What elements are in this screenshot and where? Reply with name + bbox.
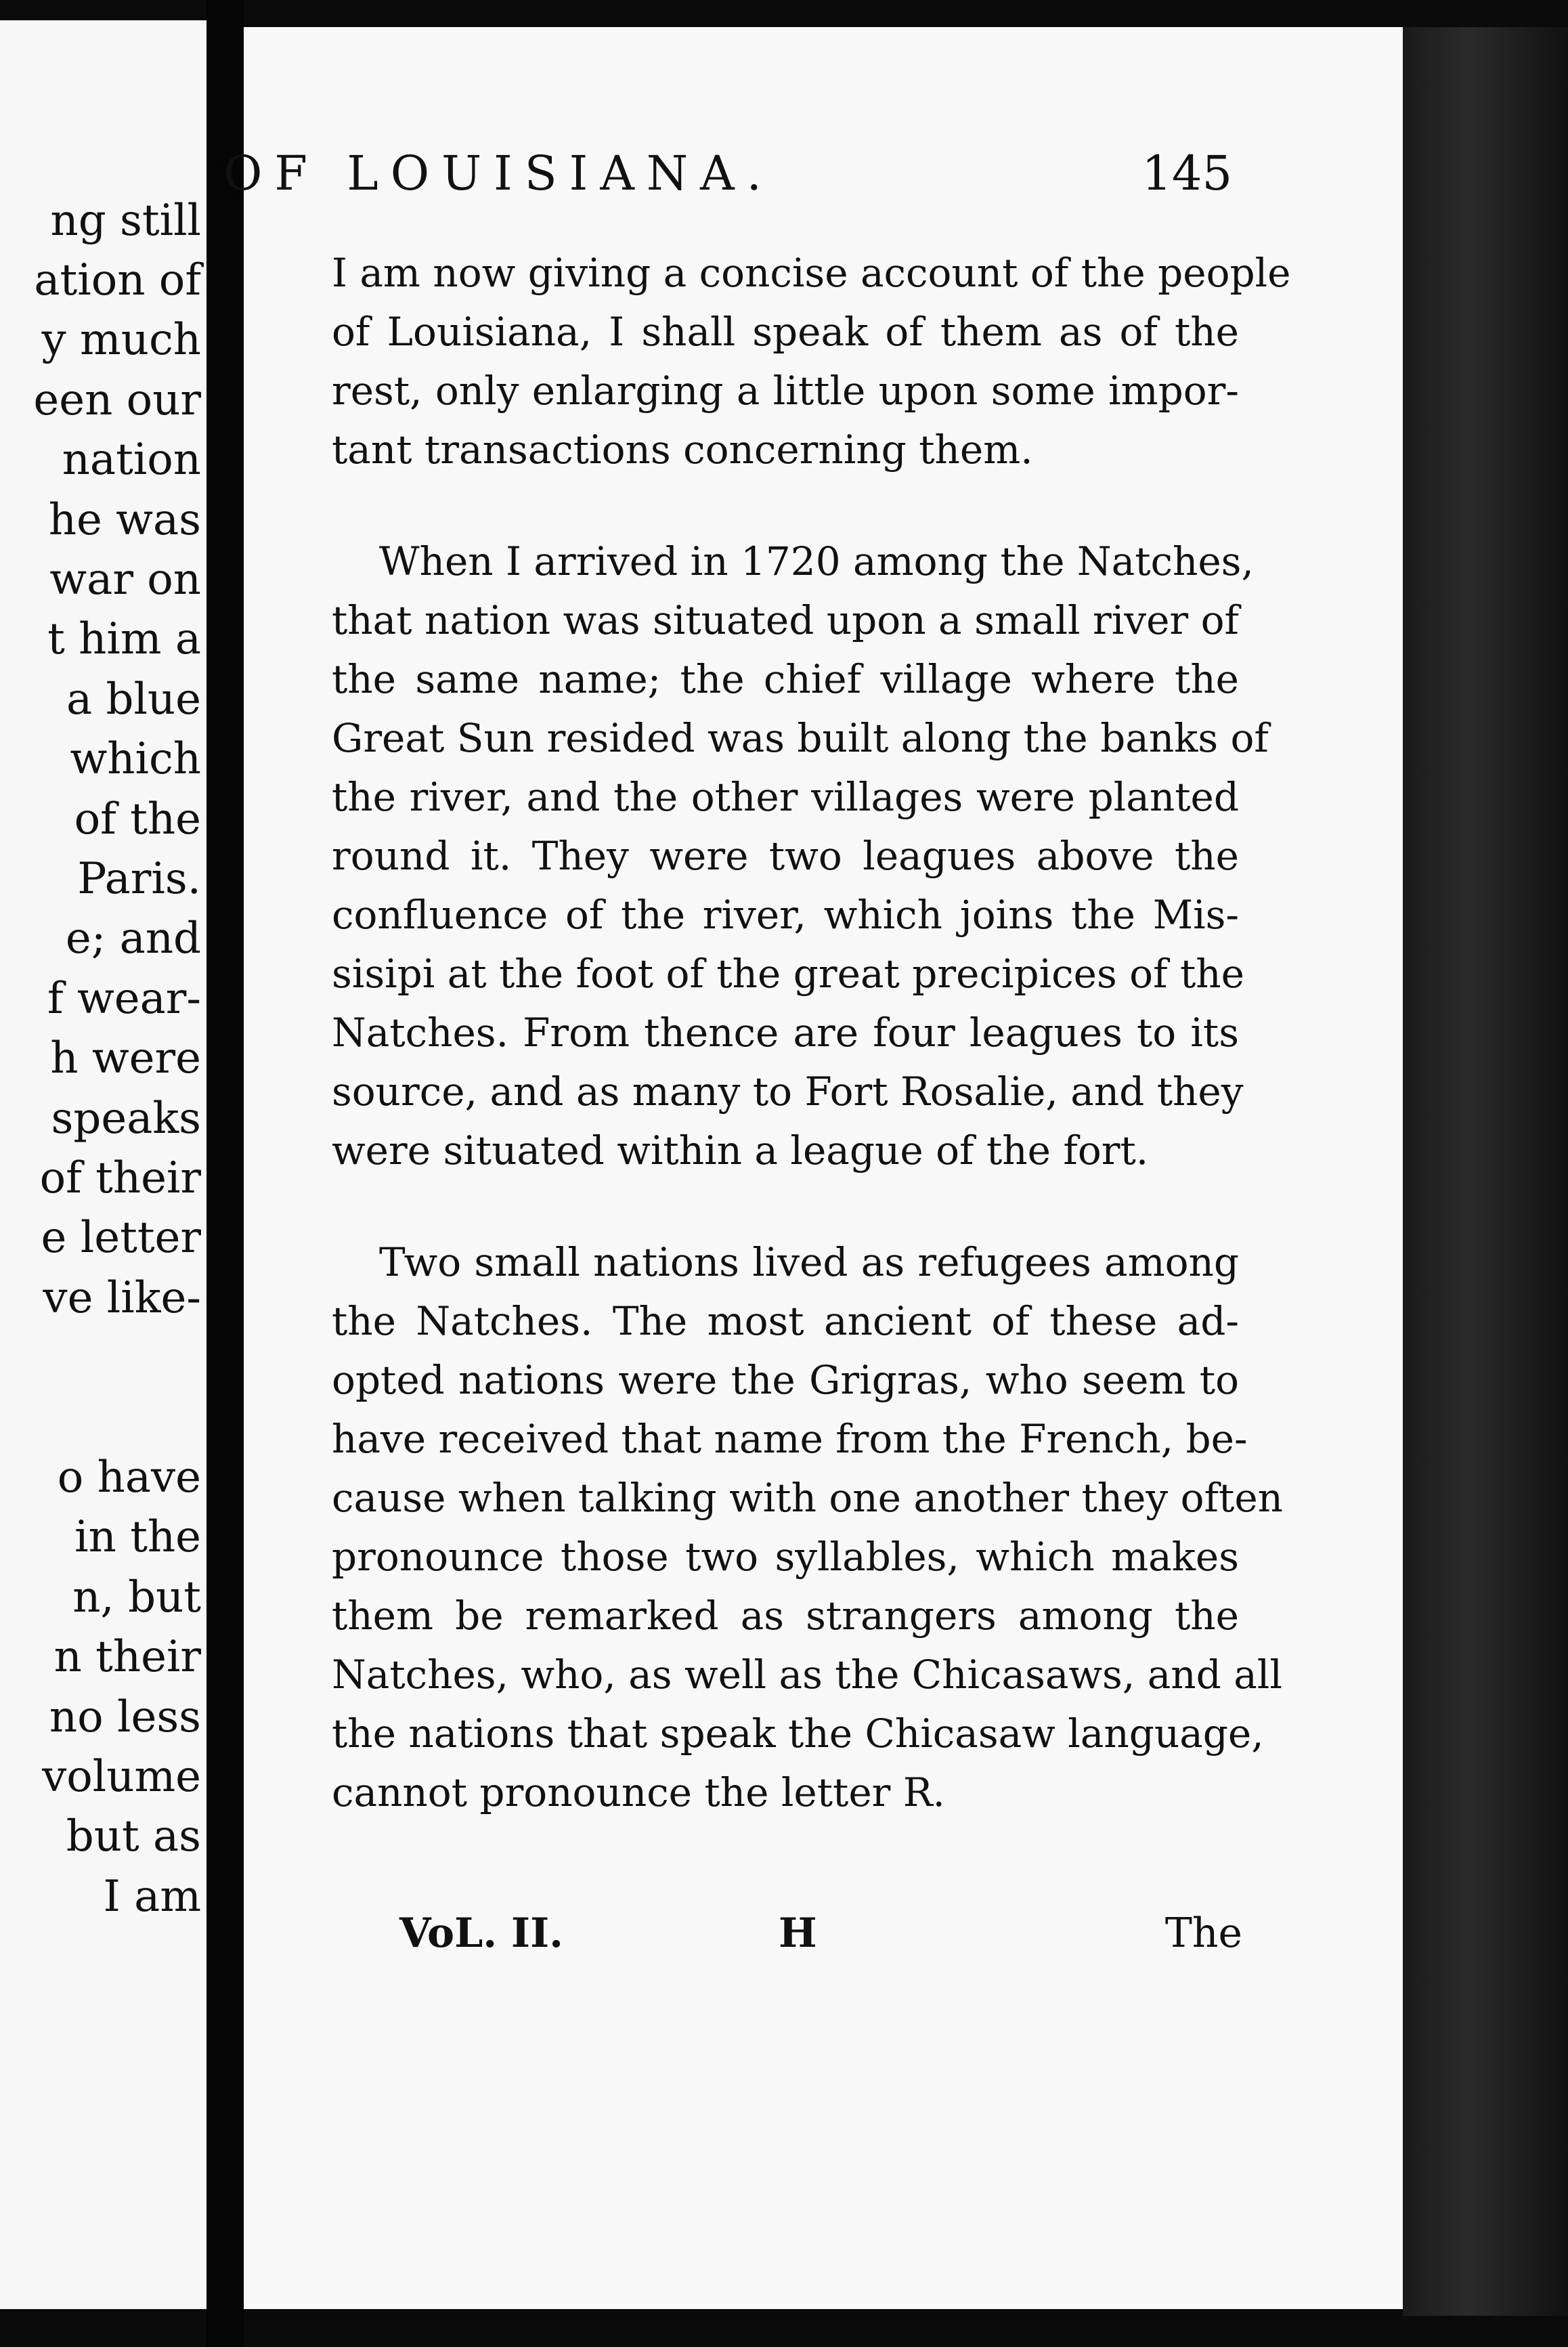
page-number: 145 <box>1141 146 1232 201</box>
text-line: cause when talking with one another they often <box>332 1475 1283 1521</box>
facing-page-line: h were <box>50 1033 201 1084</box>
text-line: pronounce those two syllables, which makes <box>332 1534 1239 1580</box>
catchword: The <box>1164 1910 1242 1957</box>
facing-page-line: he was <box>48 494 201 545</box>
running-head <box>223 146 1232 207</box>
text-line: the nations that speak the Chicasaw language, <box>332 1710 1264 1757</box>
paragraph-gap <box>332 1180 1239 1233</box>
text-line: the river, and the other villages were planted <box>332 774 1239 820</box>
text-line: When I arrived in 1720 among the Natches, <box>379 538 1254 584</box>
paragraph-gap <box>332 479 1239 532</box>
facing-page-line: speaks <box>51 1093 201 1144</box>
page-footer <box>399 1910 1242 1971</box>
text-line: round it. They were two leagues above the <box>332 833 1239 879</box>
facing-page-line: no less <box>49 1692 201 1742</box>
facing-page-line: n their <box>53 1632 201 1683</box>
facing-page-line: een our <box>33 374 201 425</box>
text-line: Natches, who, as well as the Chicasaws, and all <box>332 1652 1282 1698</box>
facing-page-line: e; and <box>65 913 201 964</box>
paragraph <box>332 244 1291 479</box>
text-line: have received that name from the French, be- <box>332 1416 1248 1462</box>
facing-page-line: e letter <box>41 1213 201 1264</box>
facing-page-line: but as <box>66 1811 201 1862</box>
text-line: cannot pronounce the letter R. <box>332 1769 945 1815</box>
signature: VoL. II. <box>399 1910 564 1957</box>
facing-page-line: ng still <box>50 195 201 246</box>
facing-page-line: t him a <box>47 614 201 665</box>
text-line: Two small nations lived as refugees among <box>379 1239 1239 1285</box>
text-line: confluence of the river, which joins the Mis- <box>332 892 1239 938</box>
facing-page-line: y much <box>41 315 201 366</box>
text-line: I am now giving a concise account of the people <box>332 250 1291 296</box>
text-line: Great Sun resided was built along the banks of <box>332 715 1269 761</box>
facing-page-line: a blue <box>66 674 201 725</box>
text-line: that nation was situated upon a small river of <box>332 597 1239 643</box>
paragraph <box>332 532 1269 1180</box>
book-gutter <box>206 0 244 2347</box>
facing-page-line: ation of <box>34 255 201 305</box>
facing-page-line: which <box>70 734 201 785</box>
facing-page <box>0 20 206 2309</box>
page-edge-shadow <box>1403 27 1568 2316</box>
text-line: the same name; the chief village where the <box>332 656 1239 702</box>
text-line: tant transactions concerning them. <box>332 427 1033 473</box>
text-line: of Louisiana, I shall speak of them as of the <box>332 309 1239 355</box>
facing-page-line: in the <box>74 1512 201 1563</box>
signature-mark: H <box>779 1910 817 1957</box>
facing-page-line: Paris. <box>77 854 201 904</box>
facing-page-line: of the <box>74 794 201 844</box>
facing-page-line: ve like- <box>43 1272 201 1323</box>
facing-page-line: o have <box>57 1452 201 1503</box>
text-line: rest, only enlarging a little upon some impor- <box>332 368 1239 414</box>
facing-page-line: war on <box>49 555 201 605</box>
paragraph <box>332 1233 1283 1822</box>
facing-page-line: f wear- <box>47 973 201 1024</box>
facing-page-line: volume <box>42 1752 201 1802</box>
text-line: the Natches. The most ancient of these ad- <box>332 1298 1239 1344</box>
facing-page-line: n, but <box>72 1572 201 1622</box>
text-line: sisipi at the foot of the great precipices of the <box>332 951 1244 997</box>
text-line: source, and as many to Fort Rosalie, and they <box>332 1069 1244 1115</box>
text-line: them be remarked as strangers among the <box>332 1593 1239 1639</box>
body-text <box>332 244 1291 1822</box>
text-line: opted nations were the Grigras, who seem to <box>332 1357 1239 1403</box>
text-line: were situated within a league of the fort. <box>332 1127 1149 1174</box>
text-line: Natches. From thence are four leagues to its <box>332 1010 1239 1056</box>
facing-page-line: of their <box>39 1153 201 1203</box>
running-head-title: OF LOUISIANA. <box>223 146 774 201</box>
facing-page-line: nation <box>62 435 201 486</box>
facing-page-line: I am <box>103 1871 201 1922</box>
